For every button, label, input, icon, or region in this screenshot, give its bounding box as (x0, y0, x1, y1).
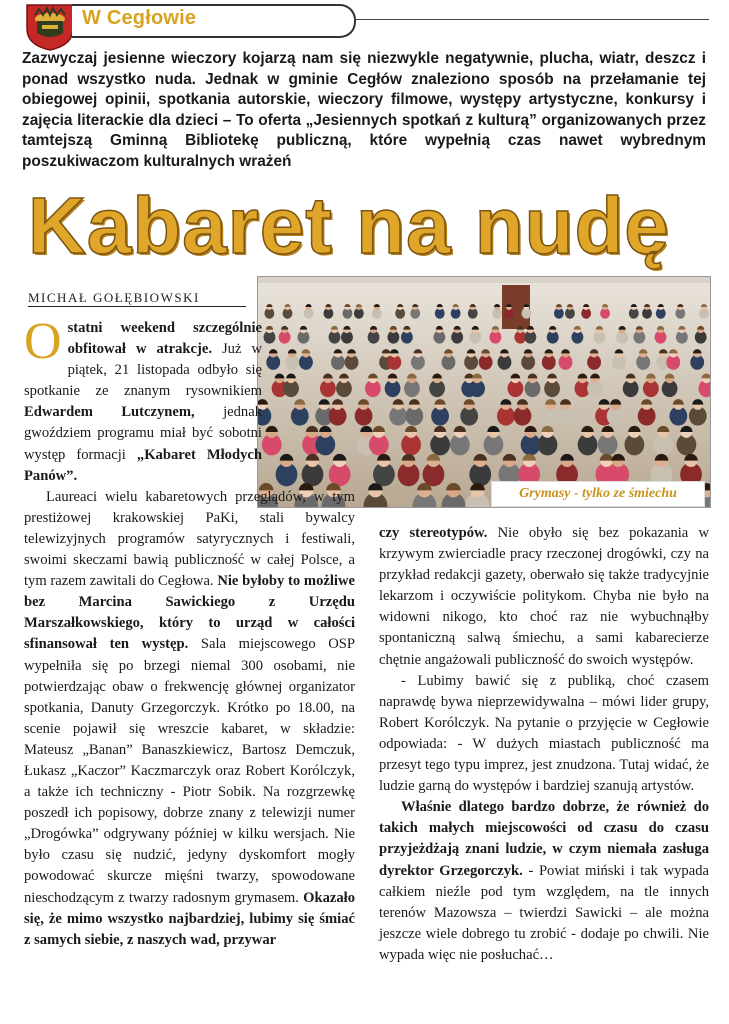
photo-caption: Grymasy - tylko ze śmiechu (491, 481, 705, 507)
bold-text: Nie byłoby to możliwe bez Marcina Sawickiego z Urzędu Marszałkowskiego, który to urząd w całości sfinansował ten występ. (24, 573, 355, 653)
paragraph (24, 487, 355, 951)
body-text: jednak gwoździem programu miał być sobotni występ formacji (24, 404, 262, 463)
section-title: W Cegłowie (82, 7, 197, 29)
paragraph (379, 797, 709, 966)
bold-text: Edwardem Lutczynem, (24, 404, 195, 421)
municipal-coat-of-arms-icon (25, 3, 75, 51)
paragraph-intro (24, 313, 262, 487)
paragraph (379, 523, 709, 671)
body-text: - Powiat miński i tak wypada całkiem nieźle pod tym względem, na tle innych terenów Mazowsza – twierdzi Sawicki – ale można jeszcze wiele dobrego tu zrobić - dodaje po chwili. Nie wypada więc nie posłuchać… (379, 862, 709, 963)
article-column-left (24, 313, 355, 951)
lead-paragraph: Zazwyczaj jesienne wieczory kojarzą nam się niezwykle negatywnie, plucha, wiatr, deszcz i ponad wszystko nuda. Jednak w gminie Cegłów znaleziono sposób na przełamanie tej obiegowej opinii, spotkania autorskie, wieczory filmowe, występy artystyczne, konkursy i zajęcia literackie dla dzieci – To oferta „Jesiennych spotkań z kulturą” organizowanych przez tamtejszą Gminną Bibliotekę publiczną, które wypełnią czas nawet wybrednym poszukiwaczom kulturalnych wrażeń (22, 50, 706, 170)
article-headline: Kabaret na nudę (28, 181, 670, 270)
body-text: Już w piątek, 21 listopada odbyło się spotkanie ze znanym rysownikiem (24, 341, 262, 400)
bold-text: Okazało się, że mimo wszystko najbardziej, lubimy się śmiać z samych siebie, z naszych wad, przywar (24, 889, 355, 948)
header-rule (354, 19, 709, 20)
bold-text: Właśnie dlatego bardzo dobrze, że również do takich małych miejscowości od czasu do czasu przyjeżdżają znani ludzie, w czym niemała zasługa dyrektor Grzegorczyk. (379, 799, 709, 879)
bold-text: czy stereotypów. (379, 525, 488, 541)
article-column-right (379, 523, 709, 966)
body-text: Laureaci wielu kabaretowych przeglądów, w tym prestiżowej krakowskiej PaKi, stali bywalcy telewizyjnych programów satyrycznych i festiwali, swoimi skeczami bawią publiczność w całej Polsce, a tym razem zawitali do Cegłowa. (24, 488, 355, 590)
bold-text: „Kabaret Młodych Panów”. (24, 446, 262, 484)
byline-rule (28, 306, 246, 307)
bold-text: statni weekend szczególnie obfitował w atrakcje. (67, 320, 262, 358)
drop-cap: O (24, 313, 62, 370)
paragraph-quote: - Lubimy bawić się z publiką, choć czasem naprawdę bywa nieprzewidywalna – mówi lider grupy, Robert Korólczyk. Na pytanie o przyjęcie w Cegłowie odpowiada: - W dużych miastach publiczność ma przesyt tego typu imprez, jest znudzona. Tutaj widać, że ludzie garną do występów i bardziej szanują artystów. (379, 672, 709, 795)
byline: MICHAŁ GOŁĘBIOWSKI (28, 290, 200, 305)
body-text: Nie obyło się bez pokazania w krzywym zwierciadle pracy rzeczonej drogówki, czy na przykład redakcji gazety, oberwało się także tradycyjnie lekarzom i oczywiście politykom. Chyba nie było na widowni nikogo, kto choć raz nie wybuchnąłby spontaniczną salwą śmiechu, a sami kabarecierze chętnie angażowali publiczność do swoich występów. (379, 525, 710, 668)
body-text: Sala miejscowego OSP wypełniła się po brzegi niemal 300 osobami, nie potwierdzając obaw o frekwencję głównej organizator spotkania, Danuty Grzegorczyk. Krótko po 18.00, na scenie pojawił się wreszcie kabaret, w składzie: Mateusz „Banan” Banaszkiewicz, Bartosz Demczuk, Łukasz „Kaczor” Kaczmarczyk oraz Robert Korólczyk, a także ich techniczny - Piotr Sobik. Na rozgrzewkę poszedł ich popisowy, dobrze znany z telewizji numer „Drogówka” odgrywany później w kilku wersjach. Nie było czasu się nudzić, jedyny dyskomfort mogły powodować skurcze mięśni twarzy, spowodowane nieschodzącym z twarzy radosnym grymasem. (24, 636, 355, 906)
